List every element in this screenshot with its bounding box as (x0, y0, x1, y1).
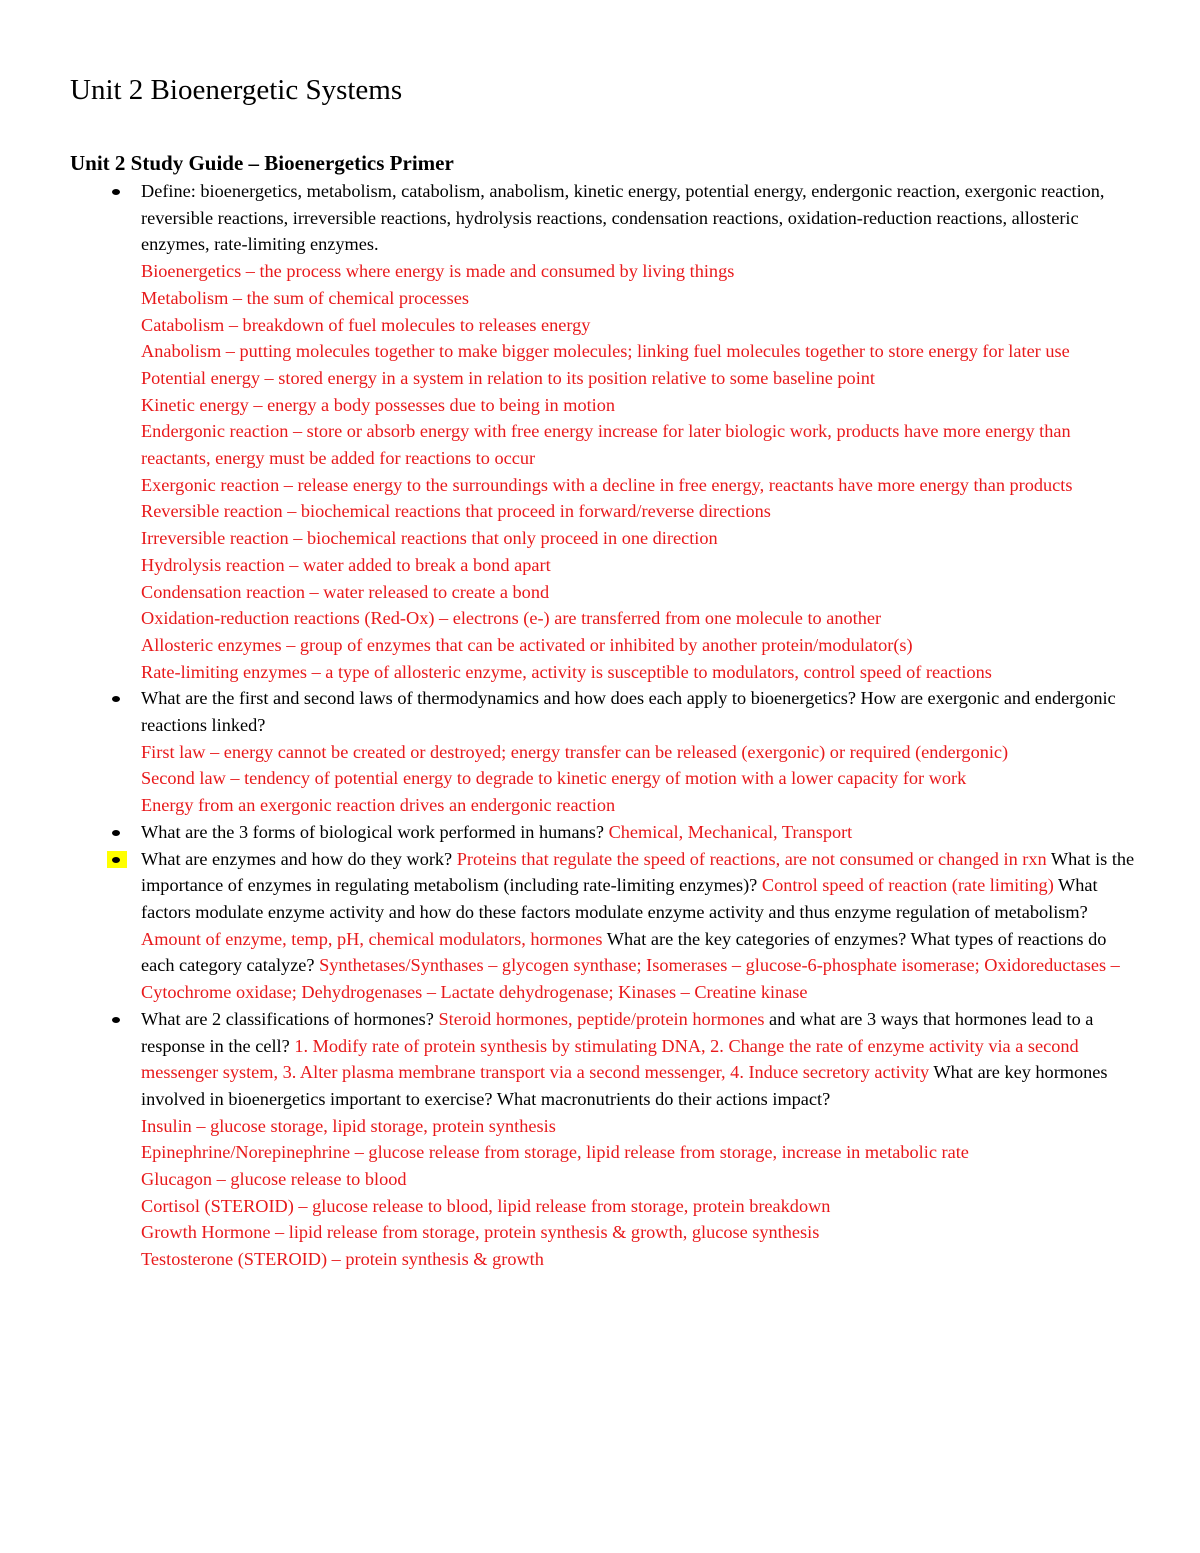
answer-line: Energy from an exergonic reaction drives an endergonic reaction (141, 795, 616, 816)
inline-answer: Steroid hormones, peptide/protein hormones (438, 1008, 765, 1029)
document-page (70, 72, 1140, 1273)
answer-line: Endergonic reaction – store or absorb energy with free energy increase for later biologic work, products have more energy than reactants, energy must be added for reactions to occur (141, 421, 1071, 469)
answer-line: Epinephrine/Norepinephrine – glucose release from storage, lipid release from storage, increase in metabolic rate (141, 1142, 969, 1163)
inline-answer: Control speed of reaction (rate limiting) (761, 875, 1054, 896)
answer-line: Irreversible reaction – biochemical reactions that only proceed in one direction (141, 528, 718, 549)
list-item-biological-work (70, 819, 1140, 846)
list-item-definitions (70, 178, 1140, 685)
answer-line: Glucagon – glucose release to blood (141, 1169, 407, 1190)
section-heading: Unit 2 Study Guide – Bioenergetics Primer (70, 151, 454, 175)
inline-answer: Chemical, Mechanical, Transport (608, 821, 853, 842)
answer-line: Condensation reaction – water released to create a bond (141, 581, 550, 602)
inline-answer: Amount of enzyme, temp, pH, chemical modulators, hormones (141, 928, 603, 949)
bullet-icon (107, 1011, 127, 1028)
answer-line: Cortisol (STEROID) – glucose release to blood, lipid release from storage, protein breakdown (141, 1195, 831, 1216)
answer-line: Exergonic reaction – release energy to the surroundings with a decline in free energy, reactants have more energy than products (141, 474, 1073, 495)
answer-line: Bioenergetics – the process where energy is made and consumed by living things (141, 261, 735, 282)
question-text: What are the key categories of enzymes? What types of reactions do each category catalyze? (141, 928, 1107, 976)
question-text: What are the first and second laws of thermodynamics and how does each apply to bioenergetics? How are exergonic and endergonic reactions linked? (141, 688, 1116, 736)
answer-line: Insulin – glucose storage, lipid storage, protein synthesis (141, 1115, 556, 1136)
bullet-icon (107, 690, 127, 707)
answer-line: Potential energy – stored energy in a system in relation to its position relative to some baseline point (141, 367, 875, 388)
question-text: What are 2 classifications of hormones? (141, 1008, 434, 1029)
question-text: Define: bioenergetics, metabolism, catabolism, anabolism, kinetic energy, potential energy, endergonic reaction, exergonic reaction, reversible reactions, irreversible reactions, hydrolysis reactions, condensation reactions, oxidation-reduction reactions, allosteric enzymes, rate-limiting enzymes. (141, 181, 1105, 255)
inline-answer: 1. Modify rate of protein synthesis by stimulating DNA, 2. Change the rate of enzyme activity via a second messenger system, 3. Alter plasma membrane transport via a second messenger, 4. Induce secretory activity (141, 1035, 1079, 1083)
answer-line: Second law – tendency of potential energy to degrade to kinetic energy of motion with a lower capacity for work (141, 768, 967, 789)
answer-line: Growth Hormone – lipid release from storage, protein synthesis & growth, glucose synthesis (141, 1222, 820, 1243)
question-text: What are the 3 forms of biological work performed in humans? (141, 821, 604, 842)
answer-line: Metabolism – the sum of chemical processes (141, 287, 469, 308)
bullet-icon (107, 824, 127, 841)
bullet-icon (107, 183, 127, 200)
answer-line: Rate-limiting enzymes – a type of allosteric enzyme, activity is susceptible to modulators, control speed of reactions (141, 661, 992, 682)
question-text: What is the importance of enzymes in regulating metabolism (including rate-limiting enzymes)? (141, 848, 1135, 896)
question-text: What are key hormones involved in bioenergetics important to exercise? What macronutrients do their actions impact? (141, 1062, 1108, 1109)
document-title: Unit 2 Bioenergetic Systems (70, 74, 403, 106)
answer-line: Kinetic energy – energy a body possesses due to being in motion (141, 394, 616, 415)
inline-answer: Proteins that regulate the speed of reactions, are not consumed or changed in rxn (456, 848, 1047, 869)
list-item-hormones (70, 1006, 1140, 1273)
highlighted-bullet-icon (107, 851, 127, 868)
question-text: What factors modulate enzyme activity and how do these factors modulate enzyme activity and thus enzyme regulation of metabolism? (141, 875, 1098, 922)
answer-line: Allosteric enzymes – group of enzymes that can be activated or inhibited by another protein/modulator(s) (141, 634, 913, 655)
question-text: What are enzymes and how do they work? (141, 848, 453, 869)
answer-line: First law – energy cannot be created or destroyed; energy transfer can be released (exergonic) or required (endergonic) (141, 741, 1009, 762)
answer-line: Oxidation-reduction reactions (Red-Ox) – electrons (e-) are transferred from one molecule to another (141, 608, 882, 629)
list-item-thermodynamics (70, 685, 1140, 819)
answer-line: Reversible reaction – biochemical reactions that proceed in forward/reverse directions (141, 501, 771, 522)
answer-line: Hydrolysis reaction – water added to break a bond apart (141, 554, 551, 575)
list-item-enzymes (70, 846, 1140, 1006)
answer-line: Anabolism – putting molecules together to make bigger molecules; linking fuel molecules together to store energy for later use (141, 341, 1070, 362)
inline-answer: Synthetases/Synthases – glycogen synthase; Isomerases – glucose-6-phosphate isomerase; Oxidoreductases – Cytochrome oxidase; Dehydrogenases – Lactate dehydrogenase; Kinases – Creatine kinase (141, 955, 1120, 1003)
question-text: and what are 3 ways that hormones lead to a response in the cell? (141, 1008, 1094, 1056)
answer-line: Catabolism – breakdown of fuel molecules to releases energy (141, 314, 591, 335)
answer-line: Testosterone (STEROID) – protein synthesis & growth (141, 1249, 544, 1270)
study-guide-list (70, 178, 1140, 1273)
